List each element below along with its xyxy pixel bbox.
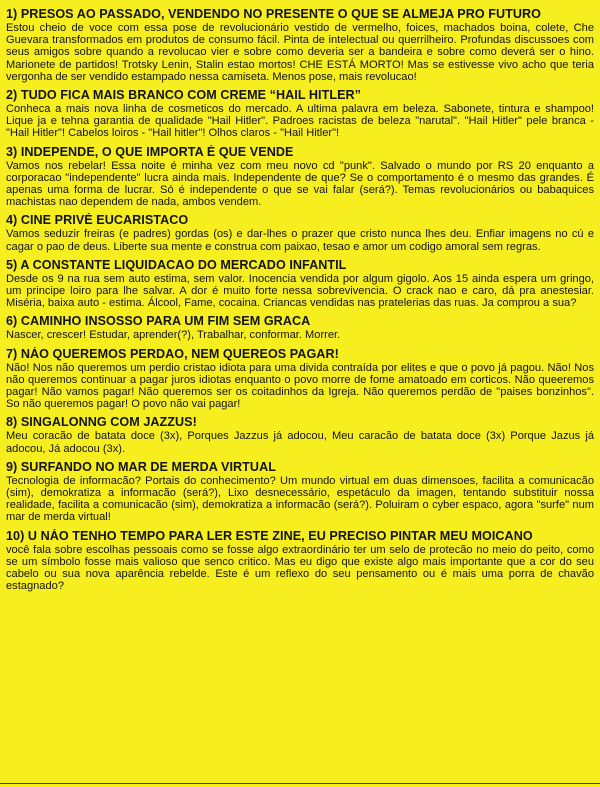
section-title: 2) TUDO FICA MAIS BRANCO COM CREME “HAIL HITLER” — [6, 88, 362, 103]
section-3 — [6, 145, 594, 209]
section-body: Não! Nos não queremos um perdio cristao idiota para uma divida contraída por elites e que o povo já pagou. Não! Nos não queremos continuar a pagar juros idiotas enquanto o povo morre de fome amatoado em corticos. Não queeremos pagar! Não vamos pagar! Não queremos ser os coitadinhos da Igreja. Não queremos perdão de "paises bonzinhos". So não queremos pagar! O povo não vai pagar! — [6, 361, 594, 411]
section-9 — [6, 460, 594, 524]
section-10 — [6, 529, 594, 593]
section-body: Tecnologia de informacão? Portais do conhecimento? Um mundo virtual em duas dimensoes, facilita a comunicacão (sim), demokratiza a informacão (será?), Lixo desnecessário, espetáculo da imagen, tentando substituir nossa realidade, facilita a comunicacão (sim), demokratiza a informacão (será?). Poluiram o cyber espaco, agora "surfe" num mar de merda virtual! — [6, 474, 594, 524]
section-body: Estou cheio de voce com essa pose de revolucionário vestido de vermelho, foices, machados boina, colete, Che Guevara transformados em produtos de consumo fácil. Pinta de intelectual ou querrilheiro. Profundas discussoes com seus amigos sobre quando a revolucao vier e sobre como deveria ser a bandeira e sobre como deverá ser o hino. Marionete de partidos! Trotsky Lenin, Stalin estao mortos! CHE ESTÁ MORTO! Mas se estivesse vivo acho que teria vergonha de ser vendido estampado nessa camiseta. Menos pose, mais revolucao! — [6, 22, 594, 83]
section-title: 10) U NÁO TENHO TEMPO PARA LER ESTE ZINE, EU PRECISO PINTAR MEU MOICANO — [6, 528, 533, 543]
section-7 — [6, 347, 594, 411]
section-8 — [6, 415, 594, 454]
section-body: Conheca a mais nova linha de cosmeticos do mercado. A ultima palavra em beleza. Sabonete, tintura e shampoo! Lique ja e tehna garantia de qualidade "Hail Hitler". Padroes racistas de beleza "narutal". "Hail Hitler" pele branca - "Hail Hitler"! Cabelos loiros - "Hail hitler"! Olhos claros - "Hail Hitler"! — [6, 103, 594, 140]
section-2 — [6, 88, 594, 140]
section-5 — [6, 258, 594, 310]
section-4 — [6, 213, 594, 252]
section-title: 3) INDEPENDE, O QUE IMPORTA É QUE VENDE — [6, 144, 294, 159]
section-title: 5) A CONSTANTE LIQUIDACAO DO MERCADO INFANTIL — [6, 257, 347, 272]
section-title: 7) NÁO QUEREMOS PERDAO, NEM QUEREOS PAGAR! — [6, 346, 339, 361]
section-title: 4) CINE PRIVÉ EUCARISTACO — [6, 213, 189, 228]
section-title: 8) SINGALONNG COM JAZZUS! — [6, 415, 197, 430]
bottom-rule — [0, 783, 600, 784]
section-body: Meu coracão de batata doce (3x), Porques Jazzus já adocou, Meu caracão de batata doce (3x) Porque Jazus já adocou, Já adocou (3x). — [6, 430, 594, 455]
section-1 — [6, 7, 594, 83]
section-body: Vamos nos rebelar! Essa noite é minha vez com meu novo cd "punk". Salvado o mundo por RS 20 enquanto a corporacao "independente" lucra ainda mais. Independente de que? Se o comportamento é o mesmo das grandes. É apenas uma forma de lucrar. Só é independente o que se vai falar (será?). Temas revolucionários ou babaquices machistas nao dependem de nada, ambos vendem. — [6, 159, 594, 209]
section-title: 9) SURFANDO NO MAR DE MERDA VIRTUAL — [6, 459, 276, 474]
section-title: 6) CAMINHO INSOSSO PARA UM FIM SEM GRACA — [6, 314, 311, 329]
section-body: Nascer, crescer! Estudar, aprender(?), Trabalhar, conformar. Morrer. — [6, 329, 341, 342]
section-body: Vamos seduzir freiras (e padres) gordas (os) e dar-lhes o prazer que cristo nunca lhes deu. Enfiar imagens no cú e cagar o pao de deus. Liberte sua mente e construa com paixao, tesao e amor um codigo amoral sem regras. — [6, 228, 594, 253]
section-title: 1) PRESOS AO PASSADO, VENDENDO NO PRESENTE O QUE SE ALMEJA PRO FUTURO — [6, 7, 542, 21]
section-body: Desde os 9 na rua sem auto estima, sem valor. Inocencia vendida por algum gigolo. Aos 15 ainda espera um gringo, um principe loiro para lhe salvar. A dor é muito forte nessa sobrevivencia. O crack nao e caro, dá pra anestesiar. Miséria, baixa auto - estima. Álcool, Fame, cocaina. Criancas vendidas nas pratelerias das ruas. Ja comprou a sua? — [6, 272, 594, 310]
section-6 — [6, 314, 594, 341]
section-body: você fala sobre escolhas pessoais como se fosse algo extraordinário ter um selo de protecão no meio do peito, como se um símbolo fosse mais valioso que senco critico. Mas eu digo que existe algo mais importante que a cor do seu cabelo ou sua nova aparência rebelde. Este é um reflexo do seu pensamento ou é mais uma porra de chavão estagnado? — [6, 543, 594, 593]
